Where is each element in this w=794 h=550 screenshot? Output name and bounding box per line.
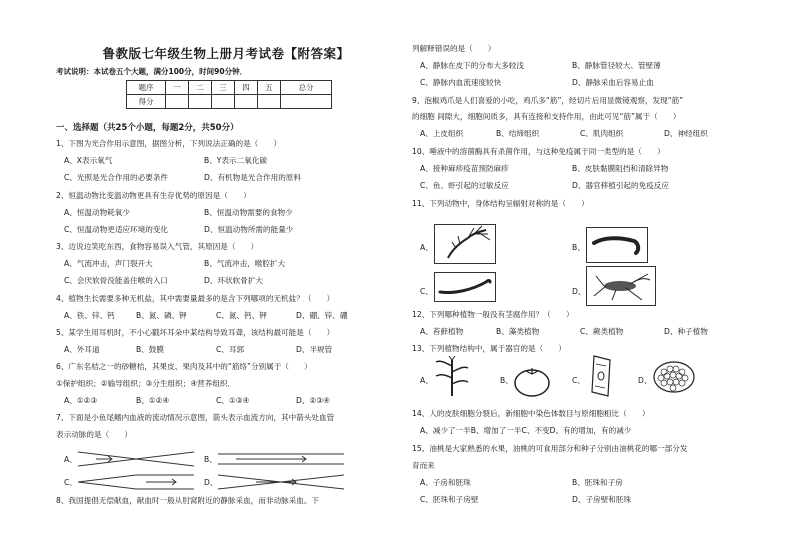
option: D、子房壁和胚珠 <box>572 495 632 504</box>
option: C、蕨类植物 <box>580 327 624 336</box>
option: A、苔藓植物 <box>420 327 464 336</box>
option: D、②③④ <box>296 396 330 405</box>
option: A、 <box>64 455 77 464</box>
option: C、静脉内血流速度较快 <box>420 78 502 87</box>
corn-plant-image <box>432 356 472 396</box>
grasshopper-image <box>586 266 656 306</box>
option: D、器官移植引起的免疫反应 <box>572 181 669 190</box>
score-header-cell: 二 <box>189 81 212 95</box>
option: B、鼓膜 <box>136 345 164 354</box>
question-4: 4、植物生长需要多种无机盐，其中需要量最多的是含下列哪项的无机盐？（ ） <box>56 294 335 303</box>
score-cell <box>235 95 258 109</box>
option: B、藻类植物 <box>496 327 540 336</box>
option: B、胚珠和子房 <box>572 478 623 487</box>
option: A、静脉在皮下的分布大多较浅 <box>420 61 524 70</box>
question-13: 13、下列植物结构中，属于器官的是（ ） <box>412 344 566 353</box>
question-3: 3、边说边笑吃东西，食物容易误入气管，其原因是（ ） <box>56 242 259 251</box>
score-header-cell: 总分 <box>281 81 332 95</box>
exam-instructions: 考试说明：本试卷五个大题，满分100分，时间90分钟． <box>56 67 248 76</box>
option: D、 <box>638 376 652 385</box>
option: A、上皮组织 <box>420 129 464 138</box>
option: C、耳郭 <box>216 345 245 354</box>
score-cell <box>258 95 281 109</box>
option: D、环状软骨扩大 <box>204 276 264 285</box>
question-5: 5、某学生用耳机时，不小心戳坏耳朵中某结构导致耳聋，该结构最可能是（ ） <box>56 328 335 337</box>
option: B、皮肤黏膜阻挡和清除异物 <box>572 164 669 173</box>
question-10: 10、唾液中的溶菌酶具有杀菌作用，与这种免疫属于同一类型的是（ ） <box>412 147 665 156</box>
option: C、 <box>420 287 433 296</box>
option: A、外耳道 <box>64 345 100 354</box>
option: A、恒温动物耗氧少 <box>64 208 130 217</box>
option: B、结缔组织 <box>496 129 540 138</box>
blood-vessel-diagram-a <box>76 448 196 470</box>
option: B、气流冲击，喉腔扩大 <box>204 259 286 268</box>
hydra-image <box>434 224 496 264</box>
option: B、①②④ <box>136 396 170 405</box>
option: D、 <box>572 287 586 296</box>
option: D、 <box>204 478 218 487</box>
score-cell <box>212 95 235 109</box>
question-6-choices: ①保护组织；②输导组织；③分生组织；④营养组织． <box>56 379 236 388</box>
option: A、接种麻疹疫苗预防麻疹 <box>420 164 509 173</box>
option: C、肌肉组织 <box>580 129 624 138</box>
option: C、会厌软骨没能盖住喉的入口 <box>64 276 169 285</box>
option: B、Y表示二氧化碳 <box>204 156 268 165</box>
option: C、①③④ <box>216 396 250 405</box>
option: D、半规管 <box>296 345 333 354</box>
score-row-label: 得分 <box>127 95 166 109</box>
question-15: 15、油桃是大家熟悉的水果，油桃的可食用部分和种子分别由油桃花的哪一部分发 <box>412 444 688 453</box>
option: A、 <box>420 376 433 385</box>
roundworm-image <box>434 272 496 302</box>
score-cell <box>166 95 189 109</box>
question-14: 14、人的皮肤细胞分裂后，新细胞中染色体数目与原细胞相比（ ） <box>412 409 650 418</box>
option: C、 <box>64 478 77 487</box>
question-1: 1、下图为光合作用示意图，据图分析，下列说法正确的是（ ） <box>56 139 282 148</box>
option: A、子房和胚珠 <box>420 478 471 487</box>
exam-title: 鲁教版七年级生物上册月考试卷【附答案】 <box>102 46 350 61</box>
question-2: 2、恒温动物比变温动物更具有生存优势的原因是（ ） <box>56 191 251 200</box>
tomato-image <box>512 364 552 398</box>
question-12: 12、下列哪种植物一般没有茎腐作用？（ ） <box>412 310 574 319</box>
option: C、胚珠和子房壁 <box>420 495 479 504</box>
question-14-options: A、减少了一半B、增加了一半C、不变D、有的增加，有的减少 <box>420 426 632 435</box>
option: D、神经组织 <box>664 129 708 138</box>
option: C、氮、钙、钾 <box>216 311 267 320</box>
option: B、氮、磷、钾 <box>136 311 187 320</box>
option: B、恒温动物需要的食物少 <box>204 208 293 217</box>
question-7-continued: 表示动脉的是（ ） <box>56 430 132 439</box>
question-8: 8、我国提倡无偿献血，献血时一般从肘窝附近的静脉采血，而非动脉采血。下 <box>56 496 320 505</box>
question-15-continued: 育而来 <box>412 461 435 470</box>
option: D、种子植物 <box>664 327 708 336</box>
score-cell <box>189 95 212 109</box>
score-header-cell: 五 <box>258 81 281 95</box>
option: B、 <box>500 376 513 385</box>
option: C、 <box>572 376 585 385</box>
blood-vessel-diagram-b <box>216 448 346 470</box>
option: B、 <box>572 243 585 252</box>
option: D、硼、锌、硼 <box>296 311 348 320</box>
option: A、 <box>420 243 433 252</box>
plant-cell-image <box>586 354 616 398</box>
option: A、铁、锌、钙 <box>64 311 115 320</box>
section-heading: 一、选择题（共25个小题，每题2分，共50分） <box>56 123 239 133</box>
option: B、静脉管径较大、管壁薄 <box>572 61 661 70</box>
question-9-continued: 的细胞 间隙大，细胞间质多，具有连接和支持作用，由此可见“筋”属于（ ） <box>412 112 681 121</box>
score-cell <box>281 95 332 109</box>
cell-tissue-image <box>652 360 696 394</box>
question-8-continued: 列解释错误的是（ ） <box>412 44 496 53</box>
option: A、气流冲击，声门裂开大 <box>64 259 153 268</box>
question-11: 11、下列动物中，身体结构呈辐射对称的是（ ） <box>412 199 589 208</box>
option: B、 <box>204 455 217 464</box>
option: C、鱼、虾引起的过敏反应 <box>420 181 509 190</box>
score-table-header-row <box>127 81 332 95</box>
score-table <box>126 80 332 109</box>
option: D、静脉采血后容易止血 <box>572 78 654 87</box>
score-header-cell: 题序 <box>127 81 166 95</box>
earthworm-image <box>586 227 648 263</box>
option: C、恒温动物更适应环境的变化 <box>64 225 169 234</box>
option: C、光照是光合作用的必要条件 <box>64 173 169 182</box>
blood-vessel-diagram-c <box>76 471 196 493</box>
score-header-cell: 三 <box>212 81 235 95</box>
option: A、①②③ <box>64 396 98 405</box>
question-6: 6、广东名桔之一的砂糖桔，其果皮、果肉及其中的“筋络”分别属于（ ） <box>56 362 312 371</box>
score-table-score-row <box>127 95 332 109</box>
question-9: 9、泡椒鸡爪是人们喜爱的小吃，鸡爪多“筋”，经切片后用显微镜观察，发现“筋” <box>412 96 684 105</box>
score-header-cell: 一 <box>166 81 189 95</box>
score-header-cell: 四 <box>235 81 258 95</box>
option: D、恒温动物所需的能量少 <box>204 225 294 234</box>
option: D、有机物是光合作用的原料 <box>204 173 301 182</box>
question-7: 7、下面是小鱼尾鳍内血液的流动情况示意图，箭头表示血流方向，其中箭头处血管 <box>56 413 335 422</box>
blood-vessel-diagram-d <box>216 471 346 493</box>
option: A、X表示氧气 <box>64 156 113 165</box>
